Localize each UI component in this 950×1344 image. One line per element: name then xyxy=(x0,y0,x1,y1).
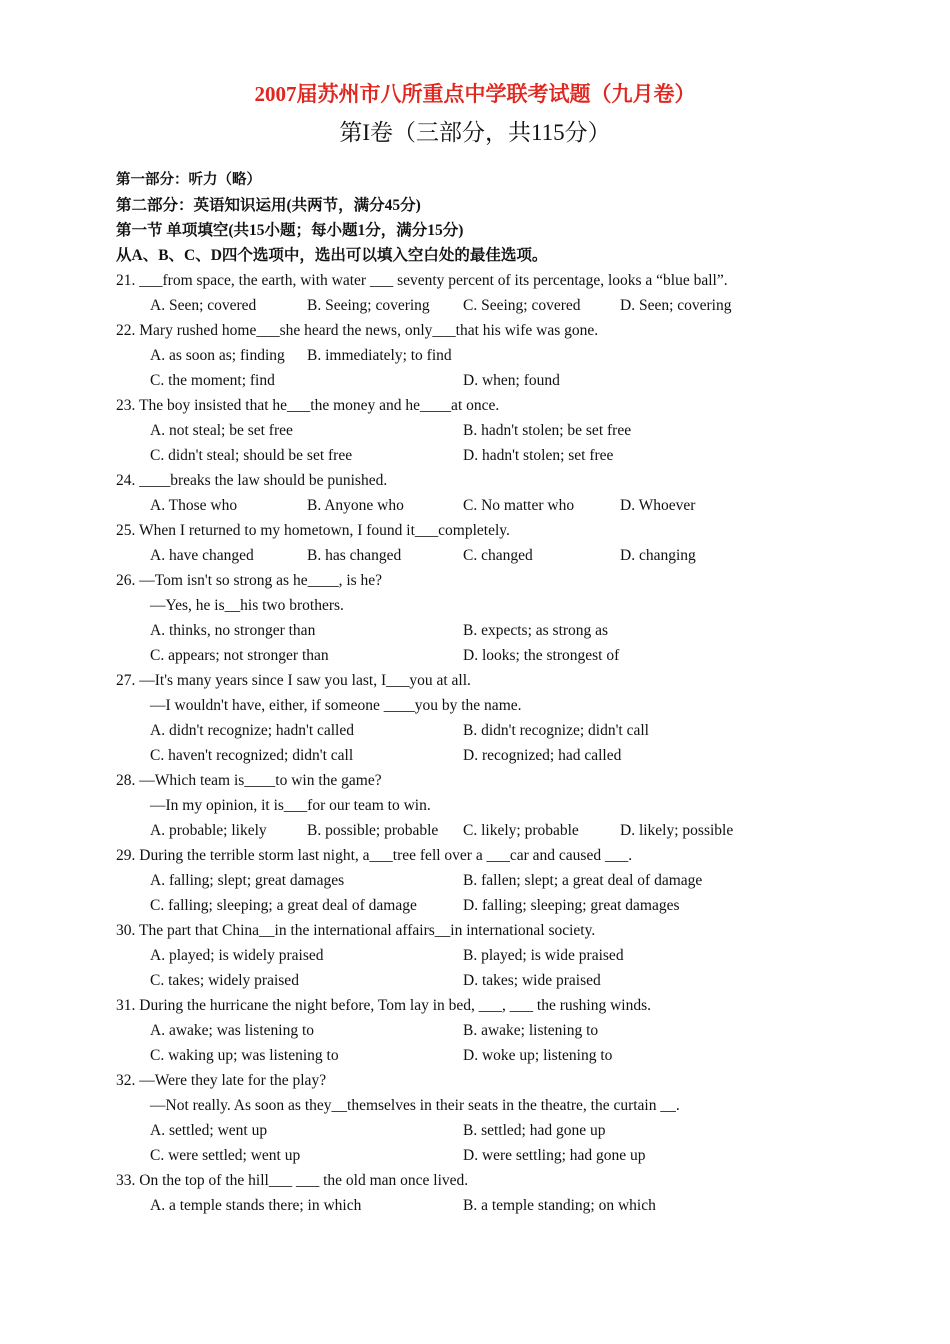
options-row xyxy=(116,868,836,893)
exam-title: 2007届苏州市八所重点中学联考试题（九月卷） xyxy=(254,82,696,106)
option-b: B. hadn't stolen; be set free xyxy=(463,422,632,439)
option-c: C. Seeing; covered xyxy=(463,297,581,314)
option-c: C. takes; widely praised xyxy=(150,972,299,989)
option-b: B. immediately; to find xyxy=(307,347,452,364)
option-d: D. were settling; had gone up xyxy=(463,1147,646,1164)
option-d: D. hadn't stolen; set free xyxy=(463,447,614,464)
option-d: D. Whoever xyxy=(620,497,696,514)
option-c: C. were settled; went up xyxy=(150,1147,301,1164)
question-stem: 33. On the top of the hill___ ___ the old man once lived. xyxy=(116,1172,469,1189)
option-a: A. falling; slept; great damages xyxy=(150,872,345,889)
option-b: B. expects; as strong as xyxy=(463,622,609,639)
question-stem-reply: —In my opinion, it is___for our team to win. xyxy=(150,797,431,814)
options-row xyxy=(116,418,836,443)
option-d: D. takes; wide praised xyxy=(463,972,601,989)
option-b: B. didn't recognize; didn't call xyxy=(463,722,649,739)
part2-heading: 第二部分：英语知识运用(共两节，满分45分) xyxy=(116,197,421,214)
question-stem: 25. When I returned to my hometown, I found it___completely. xyxy=(116,522,510,539)
part1-heading: 第一部分：听力（略） xyxy=(116,172,261,188)
section1-heading: 第一节 单项填空(共15小题；每小题1分，满分15分) xyxy=(116,222,464,239)
option-b: B. possible; probable xyxy=(307,822,439,839)
option-b: B. Seeing; covering xyxy=(307,297,430,314)
option-a: A. probable; likely xyxy=(150,822,267,839)
option-c: C. waking up; was listening to xyxy=(150,1047,339,1064)
option-a: A. settled; went up xyxy=(150,1122,268,1139)
options-row xyxy=(116,368,836,393)
option-c: C. likely; probable xyxy=(463,822,579,839)
question-stem: 32. —Were they late for the play? xyxy=(116,1072,327,1089)
options-row xyxy=(116,718,836,743)
question-stem-reply: —Not really. As soon as they__themselves in their seats in the theatre, the curtain __. xyxy=(150,1097,680,1114)
question-stem: 30. The part that China__in the international affairs__in international society. xyxy=(116,922,596,939)
option-d: D. when; found xyxy=(463,372,560,389)
options-row xyxy=(116,968,836,993)
option-a: A. Seen; covered xyxy=(150,297,257,314)
option-a: A. not steal; be set free xyxy=(150,422,293,439)
question-stem: 27. —It's many years since I saw you last, I___you at all. xyxy=(116,672,471,689)
options-row xyxy=(116,943,836,968)
option-c: C. the moment; find xyxy=(150,372,275,389)
question-stem-reply: —Yes, he is__his two brothers. xyxy=(150,597,344,614)
option-a: A. didn't recognize; hadn't called xyxy=(150,722,354,739)
option-a: A. have changed xyxy=(150,547,254,564)
option-a: A. a temple stands there; in which xyxy=(150,1197,362,1214)
option-a: A. thinks, no stronger than xyxy=(150,622,316,639)
option-a: A. Those who xyxy=(150,497,238,514)
options-row xyxy=(116,818,836,843)
options-row xyxy=(116,1193,836,1218)
options-row xyxy=(116,643,836,668)
option-d: D. Seen; covering xyxy=(620,297,732,314)
option-b: B. fallen; slept; a great deal of damage xyxy=(463,872,703,889)
option-d: D. recognized; had called xyxy=(463,747,622,764)
question-stem: 23. The boy insisted that he___the money and he____at once. xyxy=(116,397,500,414)
option-b: B. a temple standing; on which xyxy=(463,1197,656,1214)
exam-content xyxy=(116,168,836,1218)
option-a: A. played; is widely praised xyxy=(150,947,324,964)
option-d: D. woke up; listening to xyxy=(463,1047,613,1064)
options-row xyxy=(116,1018,836,1043)
options-row xyxy=(116,543,836,568)
option-c: C. haven't recognized; didn't call xyxy=(150,747,354,764)
option-c: C. didn't steal; should be set free xyxy=(150,447,353,464)
option-d: D. likely; possible xyxy=(620,822,734,839)
options-row xyxy=(116,343,836,368)
option-a: A. as soon as; finding xyxy=(150,347,285,364)
option-c: C. appears; not stronger than xyxy=(150,647,329,664)
options-row xyxy=(116,1143,836,1168)
option-a: A. awake; was listening to xyxy=(150,1022,315,1039)
option-b: B. has changed xyxy=(307,547,402,564)
option-c: C. falling; sleeping; a great deal of damage xyxy=(150,897,417,914)
option-d: D. changing xyxy=(620,547,696,564)
question-stem: 22. Mary rushed home___she heard the news, only___that his wife was gone. xyxy=(116,322,599,339)
exam-subtitle: 第I卷（三部分，共115分） xyxy=(339,120,611,145)
option-c: C. changed xyxy=(463,547,533,564)
option-b: B. awake; listening to xyxy=(463,1022,599,1039)
options-row xyxy=(116,893,836,918)
question-stem-reply: —I wouldn't have, either, if someone ____you by the name. xyxy=(150,697,522,714)
question-stem: 29. During the terrible storm last night, a___tree fell over a ___car and caused ___. xyxy=(116,847,633,864)
question-stem: 26. —Tom isn't so strong as he____, is he? xyxy=(116,572,383,589)
option-d: D. falling; sleeping; great damages xyxy=(463,897,680,914)
question-stem: 21. ___from space, the earth, with water ___ seventy percent of its percentage, looks a “blue ball”. xyxy=(116,272,728,289)
options-row xyxy=(116,743,836,768)
option-c: C. No matter who xyxy=(463,497,575,514)
option-b: B. played; is wide praised xyxy=(463,947,624,964)
options-row xyxy=(116,443,836,468)
question-stem: 24. ____breaks the law should be punished. xyxy=(116,472,388,489)
options-row xyxy=(116,293,836,318)
option-d: D. looks; the strongest of xyxy=(463,647,620,664)
option-b: B. settled; had gone up xyxy=(463,1122,606,1139)
options-row xyxy=(116,1043,836,1068)
options-row xyxy=(116,618,836,643)
question-stem: 31. During the hurricane the night before, Tom lay in bed, ___, ___ the rushing winds. xyxy=(116,997,651,1014)
instruction: 从A、B、C、D四个选项中，选出可以填入空白处的最佳选项。 xyxy=(116,247,548,264)
options-row xyxy=(116,1118,836,1143)
option-b: B. Anyone who xyxy=(307,497,404,514)
question-stem: 28. —Which team is____to win the game? xyxy=(116,772,382,789)
options-row xyxy=(116,493,836,518)
